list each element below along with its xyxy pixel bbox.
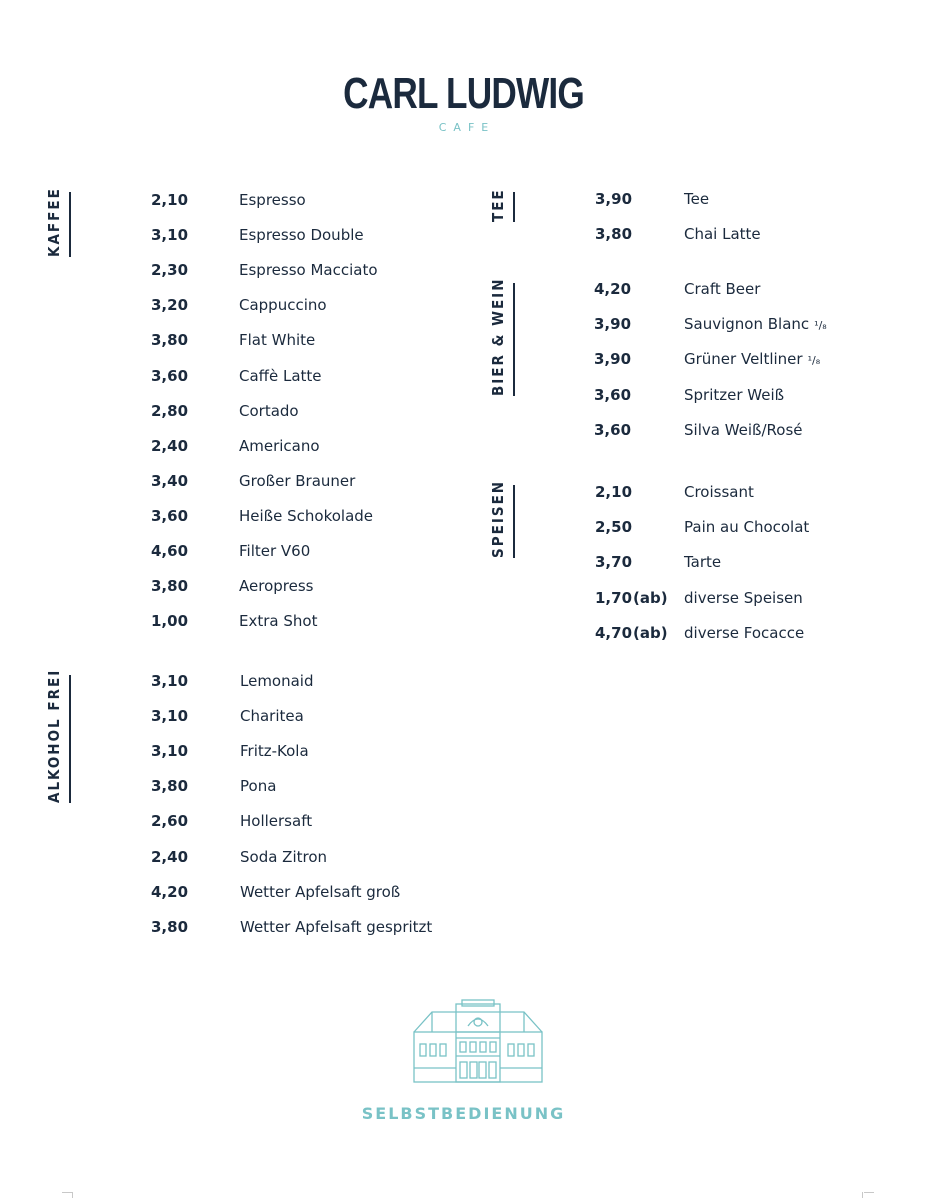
menu-item-name: Espresso Double <box>239 226 364 245</box>
menu-item-name: Silva Weiß/Rosé <box>684 420 803 439</box>
menu-item-name: Flat White <box>239 331 316 350</box>
menu-item-name: Heiße Schokolade <box>239 506 374 525</box>
menu-item-price: 4,20 <box>594 280 632 298</box>
menu-item-name: Soda Zitron <box>240 847 328 866</box>
header <box>0 68 927 134</box>
menu-item-price: 3,60 <box>151 506 189 525</box>
menu-item-price: 3,80 <box>595 225 633 244</box>
section-bar-kaffee <box>69 192 71 257</box>
menu-item-name: Extra Shot <box>239 612 318 631</box>
menu-item-price: 3,70 <box>595 553 633 572</box>
menu-item-price: 3,10 <box>151 742 189 761</box>
menu-item-name: Americano <box>239 436 320 455</box>
crop-mark <box>864 1192 874 1199</box>
menu-item-name: Wetter Apfelsaft groß <box>240 882 401 901</box>
menu-item-name: Espresso <box>239 191 306 209</box>
menu-item-name: Espresso Macciato <box>239 261 378 280</box>
menu-item-name: Pain au Chocolat <box>684 518 810 537</box>
menu-item-name: Pona <box>240 777 277 796</box>
menu-item-price: 3,10 <box>151 707 189 726</box>
menu-item-price: 3,40 <box>151 471 189 490</box>
menu-item-price: 3,80 <box>151 331 189 350</box>
menu-item-price: 4,60 <box>151 542 189 560</box>
menu-item-name: Croissant <box>684 483 754 501</box>
crop-mark <box>72 1192 83 1198</box>
brand-title: CARL LUDWIG <box>343 69 584 118</box>
menu-item-name: Cortado <box>239 401 299 420</box>
menu-item-price: 3,60 <box>594 385 632 404</box>
menu-item-price: 4,20 <box>151 882 189 901</box>
section-bar-tee <box>513 192 515 222</box>
menu-item-price: 3,60 <box>594 420 632 439</box>
menu-item-name: Caffè Latte <box>239 366 322 385</box>
section-bar-alkoholfrei <box>69 675 71 803</box>
menu-item-name: Grüner Veltliner <box>684 350 803 369</box>
menu-item-price: 3,60 <box>151 366 189 385</box>
menu-item-name: Aeropress <box>239 577 314 596</box>
section-bar-bierwein <box>513 283 515 396</box>
section-bar-speisen <box>513 485 515 558</box>
menu-item-name: Fritz-Kola <box>240 742 309 761</box>
menu-item-price: 1,00 <box>151 612 189 631</box>
menu-item-name: Spritzer Weiß <box>684 385 785 404</box>
menu-item-name: Charitea <box>240 707 304 726</box>
menu-item-name: Hollersaft <box>240 812 313 831</box>
menu-item-size: ¹/₈ <box>807 354 821 368</box>
menu-item-price-from: (ab) <box>633 588 668 607</box>
menu-item-name: Filter V60 <box>239 542 311 560</box>
menu-item-price: 2,40 <box>151 847 189 866</box>
building-icon <box>412 998 544 1090</box>
menu-item-price: 2,10 <box>595 483 633 501</box>
menu-item-price: 1,70 <box>595 588 633 607</box>
menu-item-price: 4,70 <box>595 623 633 642</box>
crop-mark <box>852 1192 863 1198</box>
menu-item-price: 3,80 <box>151 777 189 796</box>
menu-item-price: 3,90 <box>595 190 633 208</box>
menu-item-price: 3,80 <box>151 577 189 596</box>
menu-item-price: 3,90 <box>594 350 632 369</box>
menu-item-name: Chai Latte <box>684 225 761 244</box>
menu-item-price: 2,30 <box>151 261 189 280</box>
menu-item-price: 2,60 <box>151 812 189 831</box>
menu-item-price: 2,80 <box>151 401 189 420</box>
menu-item-name: Wetter Apfelsaft gespritzt <box>240 917 433 936</box>
menu-item-name: Tee <box>684 190 710 208</box>
menu-item-name: diverse Speisen <box>684 588 803 607</box>
menu-item-price: 3,10 <box>151 226 189 245</box>
menu-item-name: diverse Focacce <box>684 623 805 642</box>
menu-item-price-from: (ab) <box>633 623 668 642</box>
menu-item-name: Craft Beer <box>684 280 761 298</box>
brand-subtitle: CAFE <box>438 121 496 134</box>
crop-mark <box>62 1192 72 1199</box>
menu-item-price: 2,40 <box>151 436 189 455</box>
menu-item-name: Sauvignon Blanc <box>684 315 810 334</box>
menu-item-price: 3,10 <box>151 672 189 690</box>
menu-item-price: 3,80 <box>151 917 189 936</box>
menu-item-price: 2,50 <box>595 518 633 537</box>
menu-item-name: Lemonaid <box>240 672 314 690</box>
menu-item-name: Cappuccino <box>239 296 327 315</box>
menu-item-size: ¹/₈ <box>814 319 827 333</box>
menu-item-price: 2,10 <box>151 191 189 209</box>
menu-item-price: 3,20 <box>151 296 189 315</box>
self-service-label: SELBSTBEDIENUNG <box>361 1104 566 1123</box>
menu-item-name: Tarte <box>684 553 722 572</box>
menu-item-name: Großer Brauner <box>239 471 356 490</box>
menu-item-price: 3,90 <box>594 315 632 334</box>
